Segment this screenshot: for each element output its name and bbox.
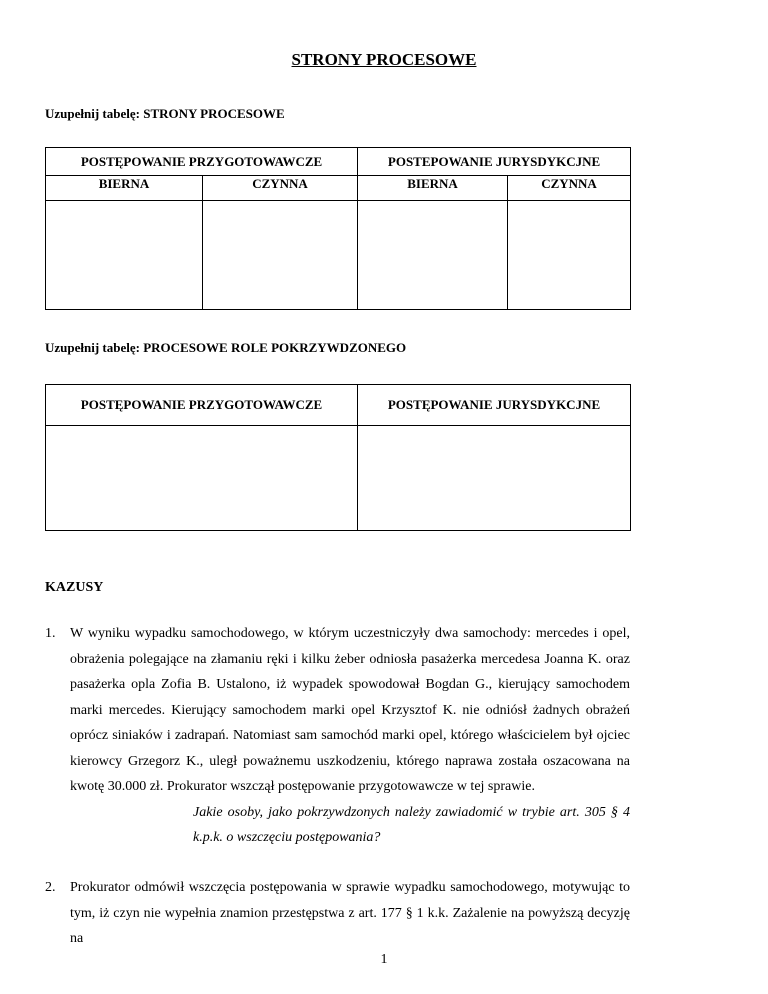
table-role-pokrzywdzonego bbox=[45, 384, 631, 531]
case-item bbox=[45, 621, 630, 851]
blank-cell[interactable] bbox=[508, 201, 631, 310]
case-item bbox=[45, 875, 630, 952]
case-question: Jakie osoby, jako pokrzywdzonych należy zawiadomić w trybie art. 305 § 4 k.p.k. o wszczęciu postępowania? bbox=[193, 804, 630, 845]
header-czynna: CZYNNA bbox=[508, 176, 631, 201]
case-number: 1. bbox=[45, 626, 56, 641]
header-postepowanie-jurysdykcyjne: POSTĘPOWANIE JURYSDYKCJNE bbox=[358, 385, 631, 426]
table2-label: Uzupełnij tabelę: PROCESOWE ROLE POKRZYWDZONEGO bbox=[45, 340, 407, 355]
blank-cell[interactable] bbox=[358, 426, 631, 531]
blank-cell[interactable] bbox=[46, 201, 203, 310]
blank-cell[interactable] bbox=[358, 201, 508, 310]
page-number: 1 bbox=[380, 952, 388, 967]
header-postepowanie-przygotowawcze: POSTĘPOWANIE PRZYGOTOWAWCZE bbox=[46, 385, 358, 426]
blank-cell[interactable] bbox=[46, 426, 358, 531]
page-title: STRONY PROCESOWE bbox=[291, 50, 477, 69]
case-text: W wyniku wypadku samochodowego, w którym uczestniczyły dwa samochody: mercedes i opel, obrażenia polegające na złamaniu ręki i kilku żeber odniosła pasażerka mercedesa Joanna K. oraz pasażerka opla Zofia B. Ustalono, iż wypadek spowodował Bogdan G., kierujący samochodem marki mercedes. Kierujący samochodem marki opel Krzysztof K. nie odniósł żadnych obrażeń oprócz siniaków i zadrapań. Natomiast sam samochód marki opel, którego właścicielem był ojciec kierowcy Grzegorz K., uległ poważnemu uszkodzeniu, którego naprawa została oszacowana na kwotę 30.000 zł. Prokurator wszczął postępowanie przygotowawcze w tej sprawie. bbox=[70, 626, 630, 794]
case-text: Prokurator odmówił wszczęcia postępowania w sprawie wypadku samochodowego, motywując to tym, iż czyn nie wypełnia znamion przestępstwa z art. 177 § 1 k.k. Zażalenie na powyższą decyzję na bbox=[70, 880, 630, 946]
table-strony-procesowe bbox=[45, 147, 631, 310]
header-postepowanie-przygotowawcze: POSTĘPOWANIE PRZYGOTOWAWCZE bbox=[46, 148, 358, 176]
blank-cell[interactable] bbox=[203, 201, 358, 310]
table1-label: Uzupełnij tabelę: STRONY PROCESOWE bbox=[45, 106, 285, 121]
cases-title: KAZUSY bbox=[45, 580, 104, 595]
header-bierna: BIERNA bbox=[358, 176, 508, 201]
case-number: 2. bbox=[45, 880, 56, 895]
header-czynna: CZYNNA bbox=[203, 176, 358, 201]
header-bierna: BIERNA bbox=[46, 176, 203, 201]
header-postepowanie-jurysdykcyjne: POSTEPOWANIE JURYSDYKCJNE bbox=[358, 148, 631, 176]
